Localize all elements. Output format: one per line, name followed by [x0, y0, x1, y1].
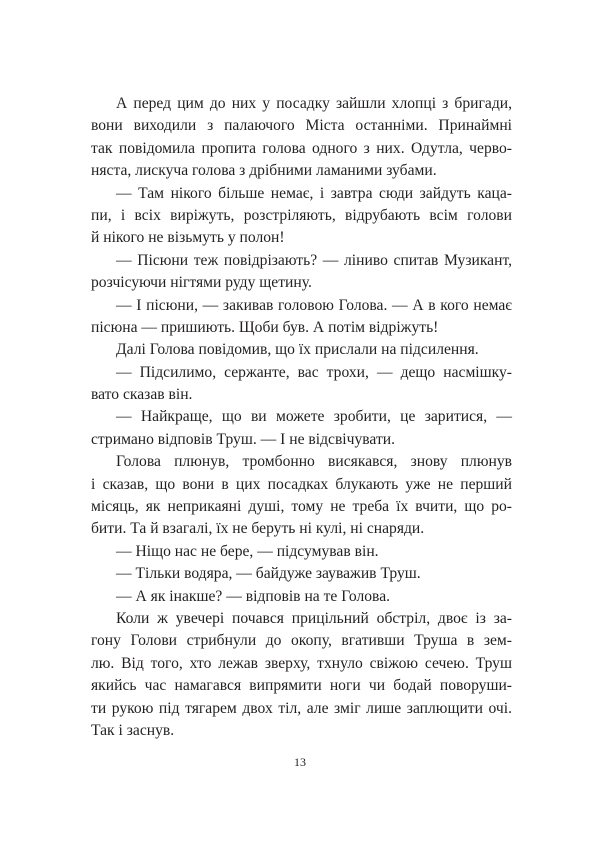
text-line: Голова плюнув, тромбонно висякався, знову плюнув: [116, 453, 512, 471]
text-line: Коли ж увечері почався прицільний обстріл, двоє із за-: [116, 609, 512, 627]
text-line: стримано відповів Труш. — І не відсвічувати.: [91, 430, 396, 448]
text-line: Далі Голова повідомив, що їх прислали на підсилення.: [116, 341, 479, 359]
body-text: [91, 93, 512, 742]
text-line: — Підсилимо, сержанте, вас трохи, — дещо насмішку-: [116, 363, 512, 381]
text-line: — А як інакше? — відповів на те Голова.: [116, 587, 391, 605]
text-line: — І пісюни, — закивав головою Голова. — А в кого немає: [116, 296, 512, 314]
text-line: — Найкраще, що ви можете зробити, це заритися, —: [116, 408, 512, 426]
text-line: бити. Та й взагалі, їх не беруть ні кулі, ні снаряди.: [91, 520, 425, 538]
text-line: пісюна — пришиють. Щоби був. А потім відріжуть!: [91, 318, 439, 336]
text-line: і сказав, що вони в цих посадках блукають уже не перший: [91, 475, 512, 493]
text-line: — Пісюни теж повідрізають? — ліниво спитав Музикант,: [116, 251, 512, 269]
text-line: А перед цим до них у посадку зайшли хлопці з бригади,: [116, 95, 512, 112]
text-line: ти рукою під тягарем двох тіл, але зміг лише заплющити очі.: [91, 699, 512, 717]
text-line: так повідомила пропита голова одного з них. Одутла, черво-: [91, 139, 512, 157]
text-line: гону Голови стрибнули до окопу, вгативши Труша в зем-: [91, 632, 512, 650]
text-line: пи, і всіх виріжуть, розстріляють, відрубають всім голови: [91, 206, 512, 224]
text-line: — Тільки водяра, — байдуже зауважив Труш.: [116, 565, 421, 583]
text-line: — Там нікого більше немає, і завтра сюди зайдуть каца-: [116, 184, 512, 202]
text-line: вони виходили з палаючого Міста останніми. Принаймні: [91, 117, 512, 135]
text-line: Так і заснув.: [91, 721, 175, 739]
text-line: якийсь час намагався випрямити ноги чи бодай поворуши-: [91, 677, 512, 695]
text-line: вато сказав він.: [91, 386, 193, 404]
text-line: — Ніщо нас не бере, — підсумував він.: [116, 542, 379, 560]
text-line: місяць, як неприкаяні душі, тому не треба їх вчити, що ро-: [91, 498, 512, 516]
text-line: няста, лискуча голова з дрібними ламаними зубами.: [91, 162, 437, 180]
page-number: 13: [294, 755, 306, 769]
text-line: й нікого не візьмуть у полон!: [91, 229, 285, 247]
text-line: розчісуючи нігтями руду щетину.: [91, 274, 312, 292]
text-line: лю. Від того, хто лежав зверху, тхнуло свіжою сечею. Труш: [91, 654, 512, 672]
